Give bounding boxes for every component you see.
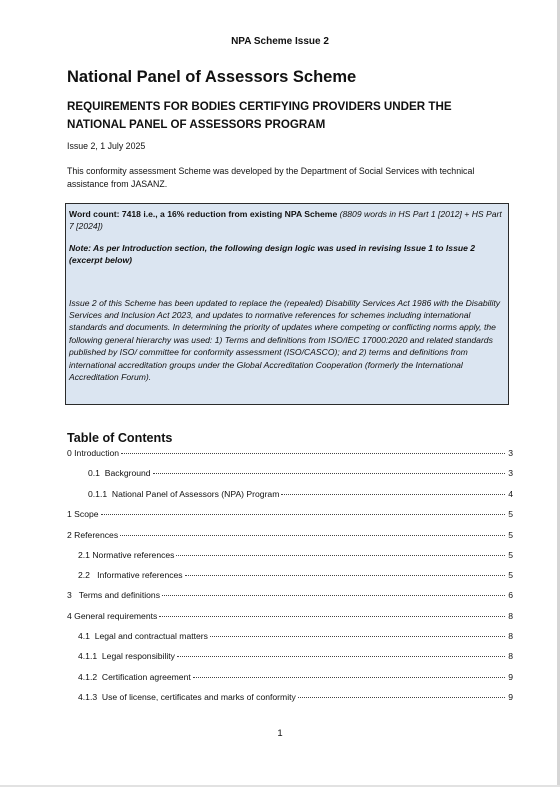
note-box — [65, 203, 509, 405]
toc-entry-label: 3 Terms and definitions — [67, 590, 160, 600]
toc-entry[interactable] — [88, 489, 513, 503]
toc-entry[interactable] — [67, 590, 513, 604]
toc-leader — [101, 514, 505, 515]
toc-entry-label: 4 General requirements — [67, 611, 158, 621]
toc-entry-label: 2 References — [67, 530, 119, 540]
toc-title: Table of Contents — [67, 431, 173, 445]
document-subtitle: REQUIREMENTS FOR BODIES CERTIFYING PROVIDERS UNDER THE NATIONAL PANEL OF ASSESSORS PROGRAM — [67, 100, 452, 131]
document-title: National Panel of Assessors Scheme — [67, 68, 357, 86]
toc-entry-label: 4.1 Legal and contractual matters — [78, 631, 208, 641]
toc-leader — [120, 535, 505, 536]
intro-paragraph: This conformity assessment Scheme was developed by the Department of Social Services with technical assistance from JASANZ. — [67, 166, 475, 189]
toc-entry-page: 8 — [508, 631, 513, 641]
toc-entry-page: 8 — [508, 611, 513, 621]
toc-entry-page: 5 — [508, 530, 513, 540]
toc-entry[interactable] — [67, 611, 513, 625]
toc-entry-label: 4.1.1 Legal responsibility — [78, 651, 175, 661]
toc-entry-label: 0 Introduction — [67, 448, 120, 458]
toc-entry-label: 0.1.1 National Panel of Assessors (NPA) Program — [88, 489, 280, 499]
toc-entry-page: 9 — [508, 692, 513, 702]
word-count-line — [69, 208, 505, 233]
issue-date: Issue 2, 1 July 2025 — [67, 141, 146, 151]
toc-entry[interactable] — [78, 692, 513, 706]
toc-entry-page: 3 — [508, 468, 513, 478]
toc-entry-label: 2.2 Informative references — [78, 570, 183, 580]
toc-entry-label: 0.1 Background — [88, 468, 151, 478]
toc-leader — [177, 656, 505, 657]
word-count-detail: (8809 words in HS Part 1 [2012] + HS Part 7 [2024]) — [69, 209, 502, 232]
toc-leader — [193, 677, 505, 678]
toc-leader — [185, 575, 505, 576]
toc-entry-label: 4.1.2 Certification agreement — [78, 672, 191, 682]
toc-entry-label: 1 Scope — [67, 509, 99, 519]
issue-excerpt: Issue 2 of this Scheme has been updated to replace the (repealed) Disability Services Act 1986 with the Disability Services and Inclusion Act 2023, and updates to normative references for schemes including international standards and documents. In determining the priority of updates where competing or conflicting norms apply, the following general hierarchy was used: 1) Terms and definitions from ISO/IEC 17000:2020 and related standards published by ISO/ committee for conformity assessment (ISO/CASCO); and 2) terms and definitions from international accreditation groups under the Global Accreditation Cooperation (formerly the International Accreditation Forum). — [69, 297, 501, 383]
toc-entry[interactable] — [78, 550, 513, 564]
toc-leader — [176, 555, 505, 556]
toc-leader — [121, 453, 505, 454]
toc-entry[interactable] — [67, 530, 513, 544]
toc-entry-page: 5 — [508, 570, 513, 580]
toc-entry[interactable] — [78, 672, 513, 686]
toc-entry-page: 5 — [508, 550, 513, 560]
toc-entry-page: 4 — [508, 489, 513, 499]
toc-entry-page: 9 — [508, 672, 513, 682]
toc-leader — [153, 473, 505, 474]
toc-entry-label: 4.1.3 Use of license, certificates and marks of conformity — [78, 692, 296, 702]
toc-entry-page: 8 — [508, 651, 513, 661]
toc-leader — [162, 595, 505, 596]
toc-entry-label: 2.1 Normative references — [78, 550, 175, 560]
design-logic-note: Note: As per Introduction section, the following design logic was used in revising Issue 1 to Issue 2 (excerpt below) — [69, 242, 476, 266]
running-header: NPA Scheme Issue 2 — [231, 36, 329, 47]
toc-entry[interactable] — [67, 448, 513, 462]
toc-entry[interactable] — [67, 509, 513, 523]
word-count-bold: Word count: 7418 i.e., a 16% reduction from existing NPA Scheme — [69, 209, 338, 219]
toc-entry-page: 6 — [508, 590, 513, 600]
page-number: 1 — [277, 728, 283, 739]
toc-entry[interactable] — [88, 468, 513, 482]
toc-leader — [281, 494, 505, 495]
toc-entry-page: 5 — [508, 509, 513, 519]
toc-leader — [210, 636, 505, 637]
toc-entry-page: 3 — [508, 448, 513, 458]
toc-entry[interactable] — [78, 651, 513, 665]
toc-entry[interactable] — [78, 570, 513, 584]
toc-entry[interactable] — [78, 631, 513, 645]
toc-leader — [159, 616, 505, 617]
toc-leader — [298, 697, 505, 698]
